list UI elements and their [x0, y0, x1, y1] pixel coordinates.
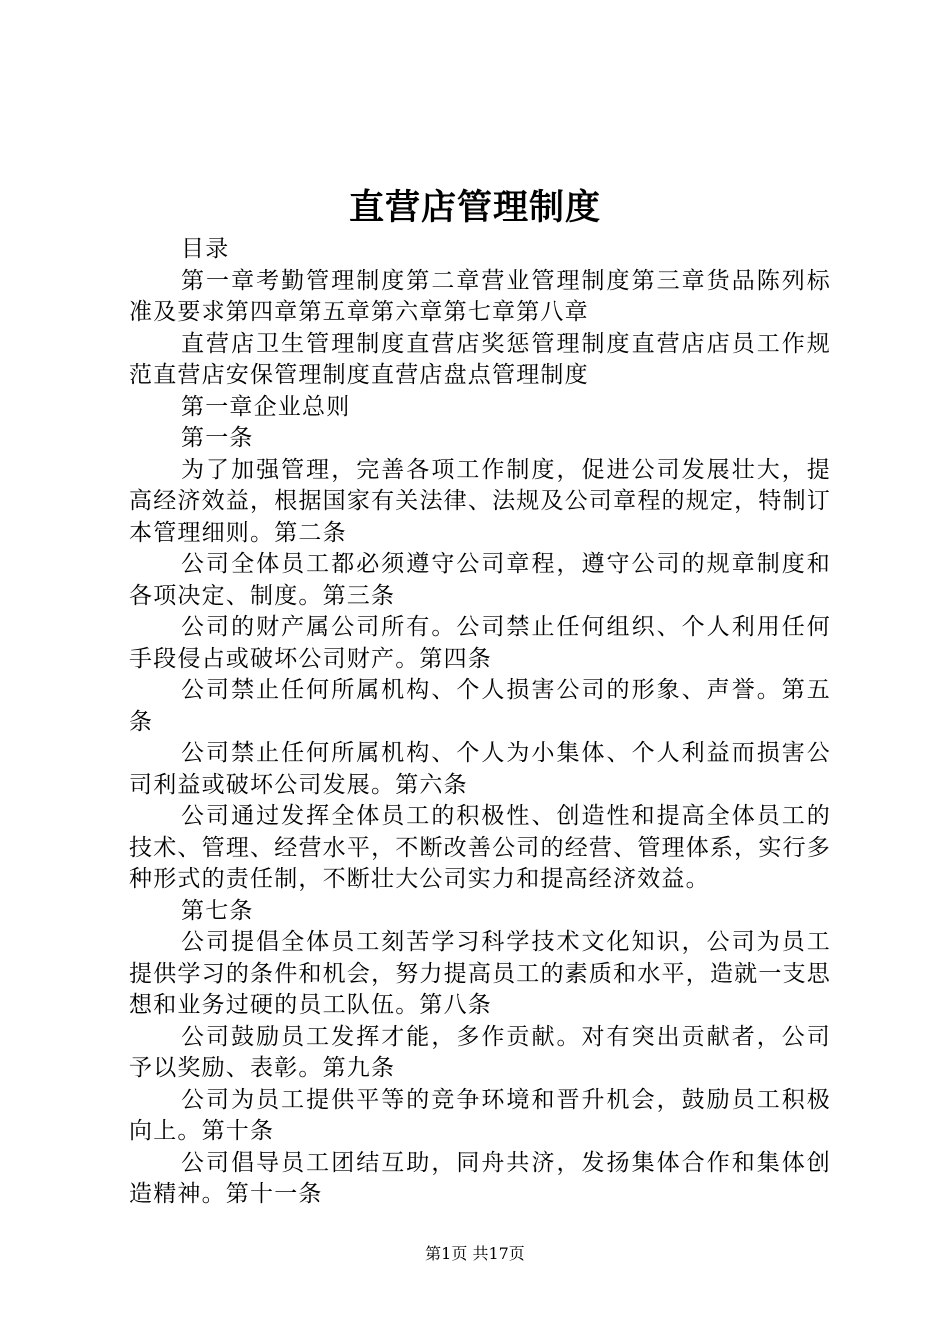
paragraph: 为了加强管理，完善各项工作制度，促进公司发展壮大，提高经济效益，根据国家有关法律、法规及公司章程的规定，特制订本管理细则。第二条 [129, 456, 831, 546]
paragraph-toc-heading: 目录 [181, 236, 230, 262]
paragraph-article-heading: 第七条 [181, 897, 254, 924]
paragraph-chapter-heading: 第一章企业总则 [181, 393, 351, 420]
paragraph: 公司倡导员工团结互助，同舟共济，发扬集体合作和集体创造精神。第十一条 [129, 1149, 831, 1207]
paragraph-toc-titles: 直营店卫生管理制度直营店奖惩管理制度直营店店员工作规范直营店安保管理制度直营店盘点管理制度 [129, 330, 831, 388]
paragraph: 公司全体员工都必须遵守公司章程，遵守公司的规章制度和各项决定、制度。第三条 [129, 551, 831, 609]
paragraph: 公司禁止任何所属机构、个人损害公司的形象、声誉。第五条 [129, 677, 831, 735]
paragraph: 公司提倡全体员工刻苦学习科学技术文化知识，公司为员工提供学习的条件和机会，努力提高员工的素质和水平，造就一支思想和业务过硬的员工队伍。第八条 [129, 929, 831, 1018]
paragraph: 公司的财产属公司所有。公司禁止任何组织、个人利用任何手段侵占或破坏公司财产。第四条 [129, 614, 831, 672]
paragraph-toc-chapters: 第一章考勤管理制度第二章营业管理制度第三章货品陈列标准及要求第四章第五章第六章第七章第八章 [129, 267, 831, 325]
document-title: 直营店管理制度 [348, 187, 601, 228]
paragraph: 公司为员工提供平等的竞争环境和晋升机会，鼓励员工积极向上。第十条 [129, 1086, 831, 1144]
page-number: 第1页 共17页 [425, 1244, 525, 1263]
paragraph-article-heading: 第一条 [181, 425, 254, 451]
document-body [129, 234, 831, 1211]
paragraph: 公司鼓励员工发挥才能，多作贡献。对有突出贡献者，公司予以奖励、表彰。第九条 [129, 1023, 831, 1081]
paragraph: 公司通过发挥全体员工的积极性、创造性和提高全体员工的技术、管理、经营水平，不断改善公司的经营、管理体系，实行多种形式的责任制，不断壮大公司实力和提高经济效益。 [129, 803, 831, 892]
paragraph: 公司禁止任何所属机构、个人为小集体、个人利益而损害公司利益或破坏公司发展。第六条 [129, 740, 831, 798]
